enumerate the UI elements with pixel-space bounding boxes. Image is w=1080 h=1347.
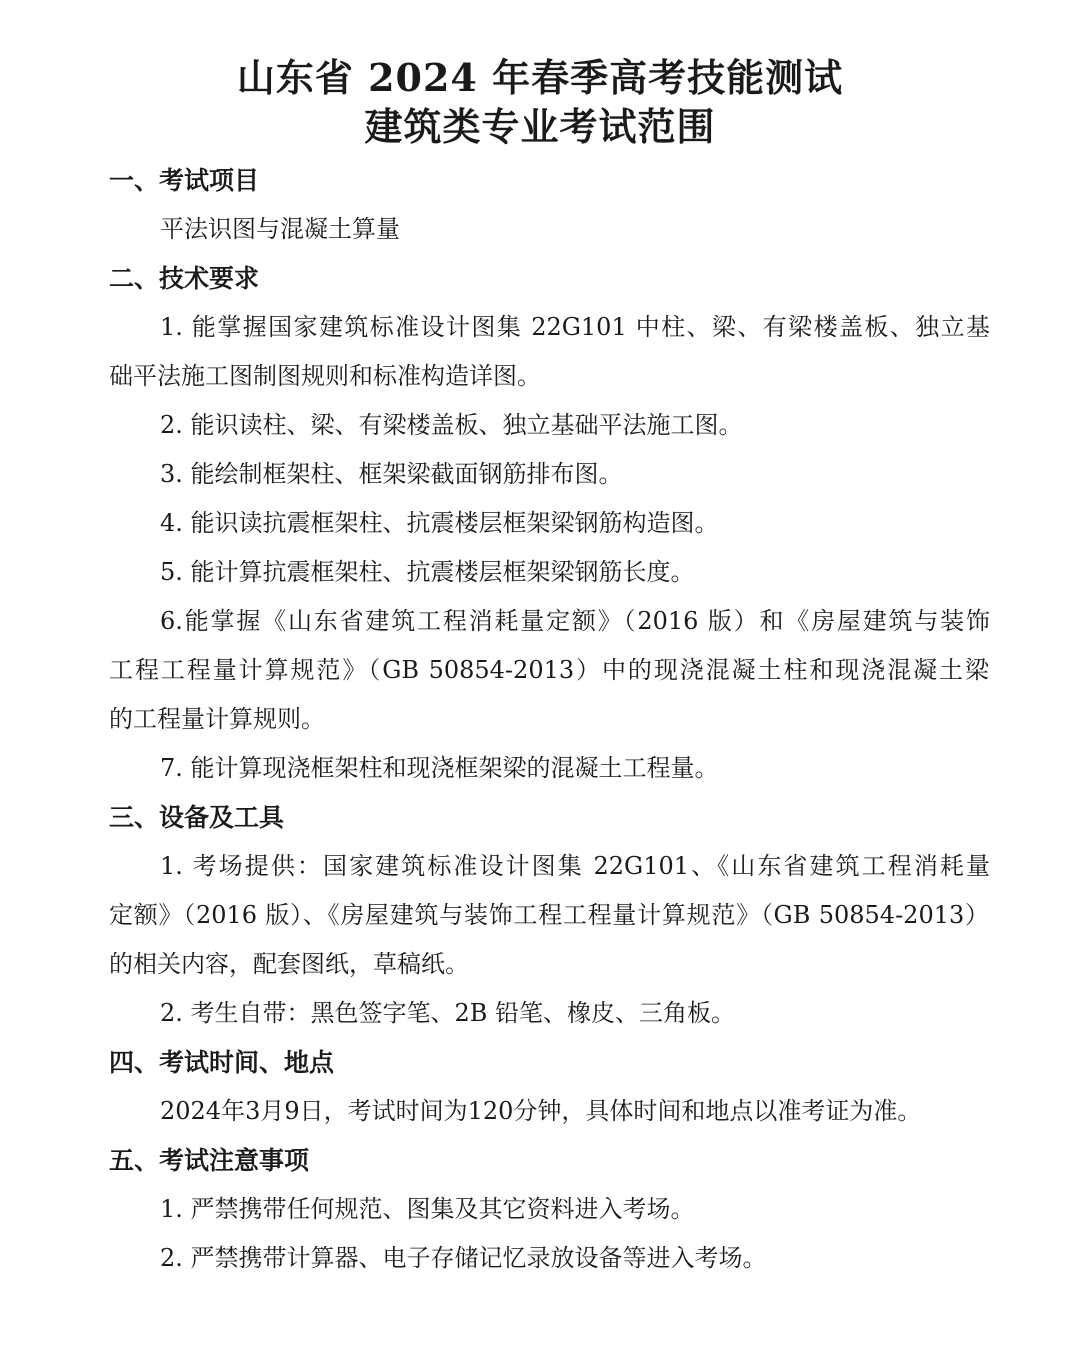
equipment-2: 2. 考生自带：黑色签字笔、2B 铅笔、橡皮、三角板。 <box>160 999 736 1027</box>
requirement-3: 3. 能绘制框架柱、框架梁截面钢筋排布图。 <box>160 460 623 488</box>
equipment-1-line-3: 的相关内容，配套图纸，草稿纸。 <box>109 950 469 978</box>
requirement-4: 4. 能识读抗震框架柱、抗震楼层框架梁钢筋构造图。 <box>160 509 719 537</box>
document-title-line-2: 建筑类专业考试范围 <box>364 104 716 149</box>
requirement-1-line-2: 础平法施工图制图规则和标准构造详图。 <box>109 362 541 390</box>
requirement-6-line-1: 6.能掌握《山东省建筑工程消耗量定额》（2016 版）和《房屋建筑与装饰 <box>160 607 990 635</box>
requirement-7: 7. 能计算现浇框架柱和现浇框架梁的混凝土工程量。 <box>160 754 719 782</box>
exam-item-text: 平法识图与混凝土算量 <box>160 215 400 243</box>
document-title-line-1: 山东省 2024 年春季高考技能测试 <box>236 55 844 100</box>
requirement-5: 5. 能计算抗震框架柱、抗震楼层框架梁钢筋长度。 <box>160 558 695 586</box>
section-heading-exam-notes: 五、考试注意事项 <box>109 1146 310 1175</box>
requirement-1-line-1: 1. 能掌握国家建筑标准设计图集 22G101 中柱、梁、有梁楼盖板、独立基 <box>160 313 990 341</box>
requirement-2: 2. 能识读柱、梁、有梁楼盖板、独立基础平法施工图。 <box>160 411 743 439</box>
requirement-6-line-3: 的工程量计算规则。 <box>109 705 325 733</box>
section-heading-technical-requirements: 二、技术要求 <box>109 264 260 293</box>
equipment-1-line-1: 1. 考场提供：国家建筑标准设计图集 22G101、《山东省建筑工程消耗量 <box>160 852 990 880</box>
requirement-6-line-2: 工程工程量计算规范》（GB 50854-2013）中的现浇混凝土柱和现浇混凝土梁 <box>109 656 989 684</box>
section-heading-exam-item: 一、考试项目 <box>109 166 260 195</box>
exam-note-2: 2. 严禁携带计算器、电子存储记忆录放设备等进入考场。 <box>160 1244 767 1272</box>
section-heading-time-location: 四、考试时间、地点 <box>109 1048 335 1077</box>
section-heading-equipment-tools: 三、设备及工具 <box>109 803 285 832</box>
equipment-1-line-2: 定额》（2016 版）、《房屋建筑与装饰工程工程量计算规范》（GB 50854-2013） <box>109 901 989 929</box>
time-location-text: 2024年3月9日，考试时间为120分钟，具体时间和地点以准考证为准。 <box>160 1097 922 1125</box>
exam-note-1: 1. 严禁携带任何规范、图集及其它资料进入考场。 <box>160 1195 695 1223</box>
